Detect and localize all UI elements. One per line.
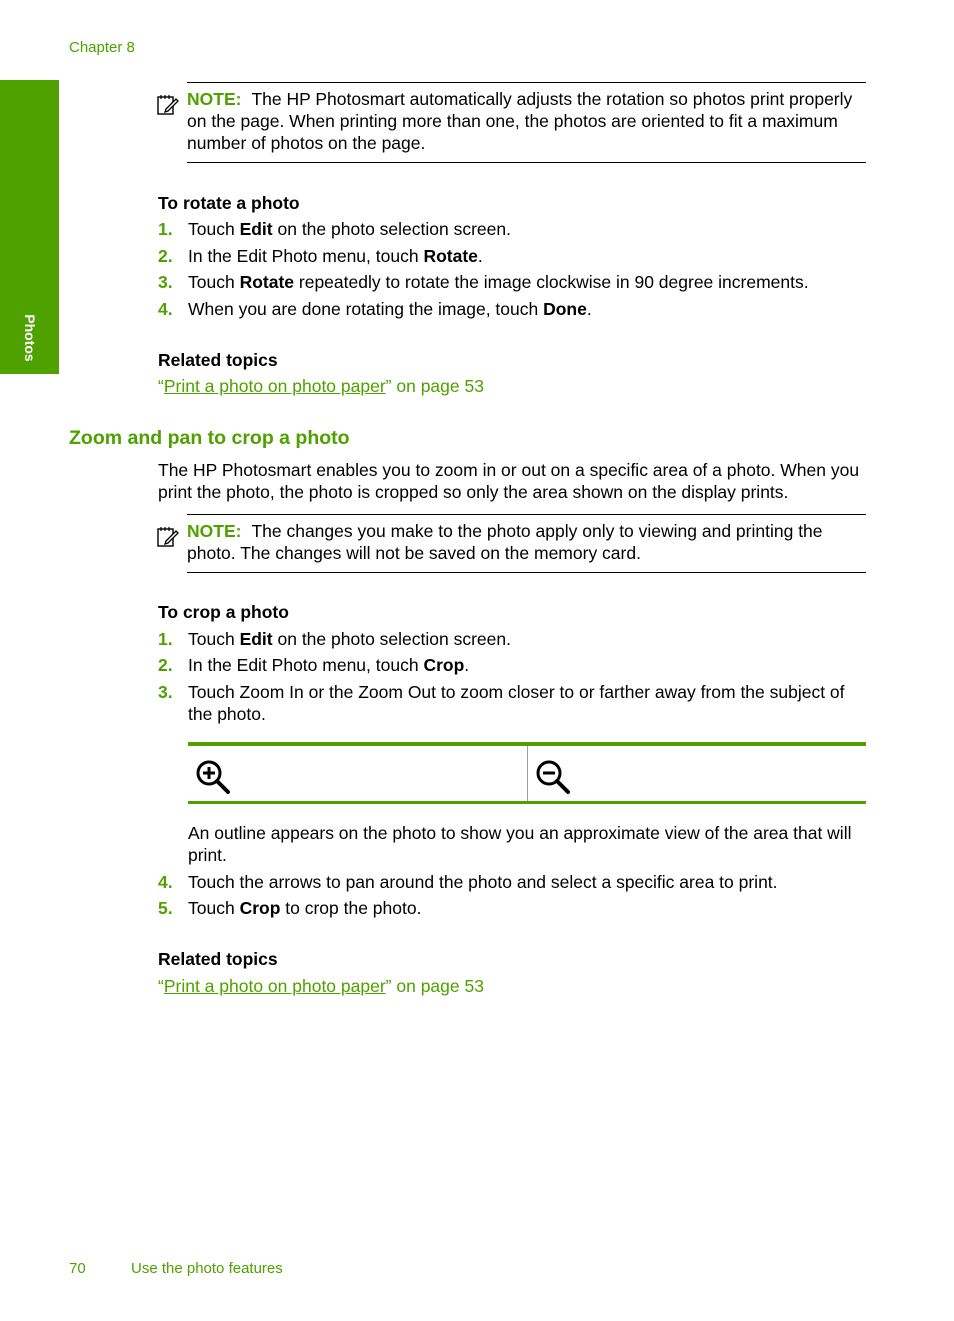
step-number: 2. — [158, 655, 173, 675]
step-number: 3. — [158, 272, 173, 292]
step-text-part: Touch — [188, 272, 240, 292]
step-text-part: repeatedly to rotate the image clockwise in 90 degree increments. — [294, 272, 809, 292]
step-text-part: on the photo selection screen. — [272, 219, 511, 239]
step-text — [188, 298, 866, 320]
link-page: ” on page 53 — [385, 976, 484, 996]
link-page: ” on page 53 — [385, 376, 484, 396]
link-quote: “ — [158, 376, 164, 396]
step-ui-term: Rotate — [423, 246, 478, 266]
note-text — [187, 520, 866, 564]
step-text — [188, 654, 866, 676]
note-label: NOTE: — [187, 521, 242, 541]
link-text[interactable]: Print a photo on photo paper — [163, 976, 386, 996]
note-bottom-rule — [187, 572, 866, 573]
step-text — [188, 871, 866, 893]
note-box — [157, 520, 866, 568]
section-intro: The HP Photosmart enables you to zoom in or out on a specific area of a photo. When you print the photo, the photo is cropped so only the area shown on the display prints. — [158, 460, 860, 502]
zoom-icon-table — [188, 742, 866, 804]
step-text-part: Touch — [188, 629, 240, 649]
step-text — [188, 628, 866, 650]
step-text-part: to crop the photo. — [280, 898, 422, 918]
note-body: The HP Photosmart automatically adjusts the rotation so photos print properly on the page. When printing more than one, the photos are oriented to fit a maximum number of photos on the page. — [187, 89, 853, 153]
step-text-part: . — [464, 655, 470, 675]
step-number: 4. — [158, 872, 173, 892]
step-text-part: Touch Zoom In or the Zoom Out to zoom closer to or farther away from the subject of the photo. — [188, 682, 845, 724]
rotate-heading: To rotate a photo — [158, 193, 300, 213]
note-icon — [157, 94, 179, 116]
note-box — [157, 88, 866, 158]
step-text-part: In the Edit Photo menu, touch — [188, 246, 424, 266]
section-title: Zoom and pan to crop a photo — [69, 427, 350, 449]
step-text-part: . — [477, 246, 483, 266]
note-label: NOTE: — [187, 89, 242, 109]
table-divider — [527, 746, 528, 801]
crop-heading: To crop a photo — [158, 602, 289, 622]
side-tab-label: Photos — [22, 314, 38, 362]
related-topics-heading: Related topics — [158, 949, 278, 969]
step-ui-term: Rotate — [239, 272, 295, 292]
zoom-in-icon — [194, 758, 232, 796]
step-text — [188, 245, 866, 267]
note-icon — [157, 526, 179, 548]
step-number: 1. — [158, 629, 173, 649]
step-text-part: In the Edit Photo menu, touch — [188, 655, 424, 675]
step-ui-term: Done — [543, 299, 587, 319]
step-text — [188, 897, 866, 919]
outline-note: An outline appears on the photo to show you an approximate view of the area that will print. — [188, 823, 852, 865]
step-ui-term: Edit — [239, 629, 273, 649]
page-number: 70 — [69, 1260, 86, 1277]
step-text-part: on the photo selection screen. — [272, 629, 511, 649]
link-text[interactable]: Print a photo on photo paper — [163, 376, 386, 396]
step-number: 3. — [158, 682, 173, 702]
step-text — [188, 271, 866, 293]
step-text-part: When you are done rotating the image, touch — [188, 299, 544, 319]
chapter-label: Chapter 8 — [69, 39, 135, 56]
note-top-rule — [187, 82, 866, 83]
step-number: 4. — [158, 299, 173, 319]
step-number: 5. — [158, 898, 173, 918]
step-ui-term: Crop — [423, 655, 465, 675]
note-text — [187, 88, 866, 154]
zoom-out-icon — [534, 758, 572, 796]
step-text — [188, 681, 866, 725]
step-ui-term: Edit — [239, 219, 273, 239]
link-quote: “ — [158, 976, 164, 996]
related-topics-heading: Related topics — [158, 350, 278, 370]
step-text — [188, 218, 866, 240]
step-ui-term: Crop — [239, 898, 281, 918]
step-text-part: Touch — [188, 898, 240, 918]
footer-title: Use the photo features — [131, 1260, 283, 1277]
step-number: 2. — [158, 246, 173, 266]
step-text-part: Touch — [188, 219, 240, 239]
note-bottom-rule — [187, 162, 866, 163]
step-text-part: Touch the arrows to pan around the photo and select a specific area to print. — [188, 872, 778, 892]
related-link[interactable] — [158, 375, 484, 397]
step-text-part: . — [586, 299, 592, 319]
note-body: The changes you make to the photo apply only to viewing and printing the photo. The changes will not be saved on the memory card. — [187, 521, 823, 563]
related-link[interactable] — [158, 975, 484, 997]
note-top-rule — [187, 514, 866, 515]
step-number: 1. — [158, 219, 173, 239]
